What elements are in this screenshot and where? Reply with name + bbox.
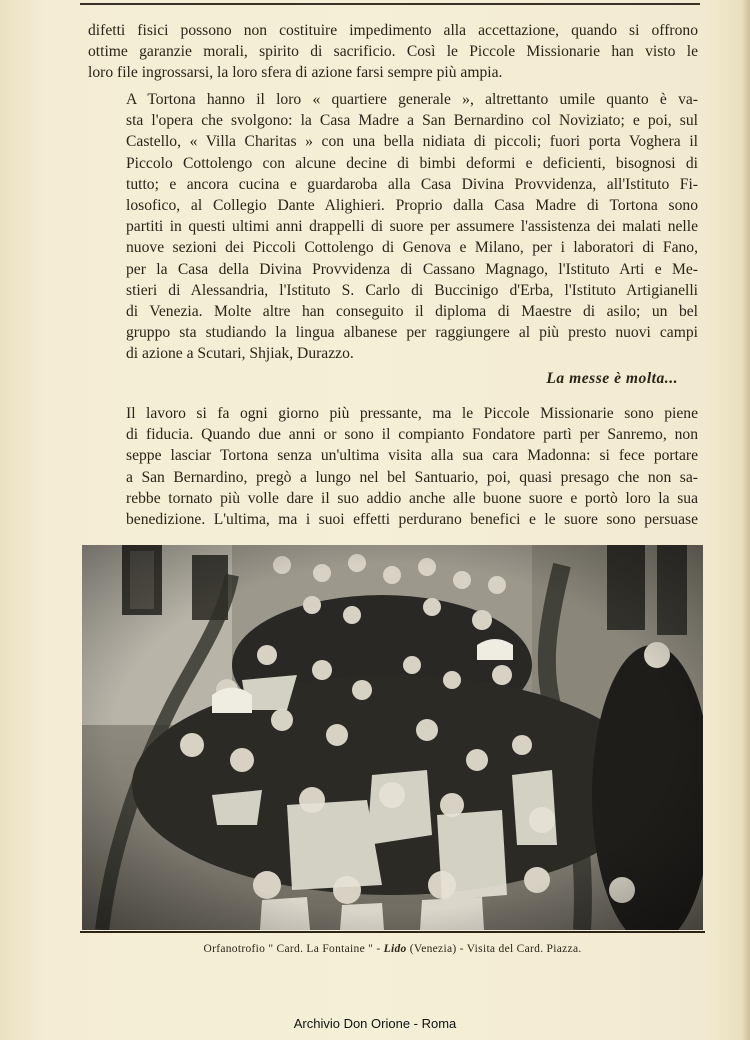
- text-line: seppe lasciar Tortona senza un'ultima visita alla sua cara Madonna: si fece portare: [126, 447, 698, 465]
- text-line: a San Bernardino, pregò a lungo nel bel Santuario, poi, quasi presago che non sa-: [126, 468, 698, 486]
- text-line: di azione a Scutari, Shjiak, Durazzo.: [126, 345, 354, 363]
- text-line: Il lavoro si fa ogni giorno più pressante, ma le Piccole Missionarie sono piene: [126, 405, 698, 422]
- group-photograph: [82, 545, 703, 930]
- text-line: rebbe tornato più volle dare il suo addio anche alle buone suore e portò loro la sua: [126, 489, 698, 507]
- text-line: difetti fisici possono non costituire impedimento alla accettazione, quando si offrono: [88, 22, 698, 39]
- text-line: loro file ingrossarsi, la loro sfera di azione farsi sempre più ampia.: [88, 64, 503, 82]
- top-rule: [80, 3, 700, 5]
- paragraph-3: [88, 403, 698, 530]
- text-line: sta l'opera che svolgono: la Casa Madre a San Bernardino col Noviziato; e poi, sul: [126, 112, 698, 130]
- text-line: Castello, « Villa Charitas » con una bella nidiata di piccoli; fuori porta Voghera il: [126, 133, 698, 151]
- text-line: tutto; e ancora cucina e guardaroba alla Casa Divina Provvidenza, all'Istituto Fi-: [126, 175, 698, 193]
- archive-footer: Archivio Don Orione - Roma: [293, 1016, 457, 1031]
- photo-illustration: [82, 545, 703, 930]
- section-subheading: La messe è molta...: [546, 370, 678, 387]
- paragraph-1: [88, 20, 698, 84]
- caption-part: Orfanotrofio " Card. La Fontaine " -: [203, 943, 384, 955]
- photo-caption: [82, 943, 703, 955]
- text-line: Piccolo Cottolengo con alcune decine di bimbi deformi e deficienti, bisognosi di: [126, 154, 698, 172]
- caption-rule: [80, 931, 705, 933]
- text-line: gruppo sta studiando la lingua albanese per raggiungere al più presto nuovi campi: [126, 324, 698, 342]
- text-line: di Venezia. Molte altre han conseguito il diploma di Maestre di asilo; un bel: [126, 303, 698, 321]
- text-line: A Tortona hanno il loro « quartiere generale », altrettanto umile quanto è va-: [126, 91, 698, 108]
- text-line: benedizione. L'ultima, ma i suoi effetti perdurano benefici e le suore sono persuase: [126, 511, 698, 529]
- page-edge-shadow: [742, 0, 750, 1040]
- text-line: nuove sezioni dei Piccoli Cottolengo di Genova e Milano, per i laboratori di Fano,: [126, 239, 698, 257]
- paragraph-2: [88, 89, 698, 365]
- caption-place: Lido: [383, 943, 407, 955]
- text-line: stieri di Alessandria, l'Istituto S. Carlo di Buccinigo d'Erba, l'Istituto Artigianelli: [126, 281, 698, 299]
- text-line: per la Casa della Divina Provvidenza di Cassano Magnago, l'Istituto Arti e Me-: [126, 260, 698, 278]
- text-line: partiti in questi ultimi anni drappelli di suore per assumere l'assistenza dei malati nelle: [126, 218, 698, 236]
- caption-part: (Venezia) - Visita del Card. Piazza.: [406, 943, 582, 955]
- text-line: di fiducia. Quando due anni or sono il compianto Fondatore partì per Sanremo, non: [126, 426, 698, 444]
- text-line: ottime garanzie morali, spirito di sacrificio. Così le Piccole Missionarie han visto le: [88, 43, 698, 61]
- text-line: losofico, al Collegio Dante Alighieri. Proprio dalla Casa Madre di Tortona sono: [126, 197, 698, 215]
